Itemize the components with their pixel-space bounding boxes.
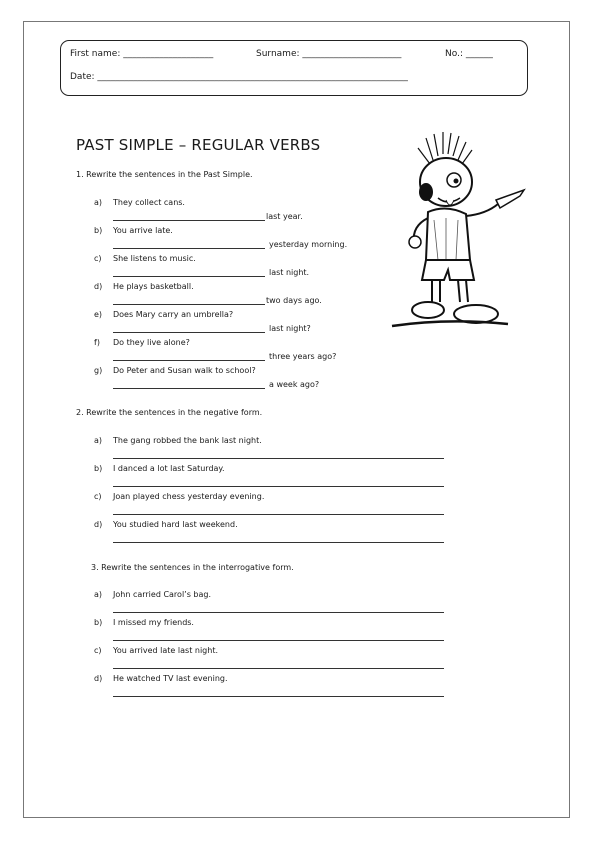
- sentence-suffix: three years ago?: [269, 352, 337, 361]
- answer-line[interactable]: [113, 388, 265, 389]
- item-letter: a): [94, 590, 103, 599]
- sentence: The gang robbed the bank last night.: [113, 436, 262, 445]
- item-letter: d): [94, 282, 103, 291]
- worksheet-title: PAST SIMPLE – REGULAR VERBS: [76, 136, 321, 154]
- answer-line[interactable]: [113, 220, 265, 221]
- sentence: Does Mary carry an umbrella?: [113, 310, 234, 319]
- surname-field[interactable]: Surname: ______________________: [256, 49, 402, 59]
- answer-line[interactable]: [113, 332, 265, 333]
- item-letter: e): [94, 310, 103, 319]
- date-field[interactable]: Date: _____________________________________________________________________: [70, 72, 408, 82]
- sentence: Do Peter and Susan walk to school?: [113, 366, 256, 375]
- sentence: You studied hard last weekend.: [113, 520, 238, 529]
- answer-line[interactable]: [113, 276, 265, 277]
- item-letter: b): [94, 226, 103, 235]
- sentence: He watched TV last evening.: [113, 674, 228, 683]
- first-name-field[interactable]: First name: ____________________: [70, 49, 214, 59]
- item-letter: a): [94, 198, 103, 207]
- sentence: He plays basketball.: [113, 282, 194, 291]
- answer-line[interactable]: [113, 696, 444, 697]
- item-letter: d): [94, 520, 103, 529]
- item-letter: d): [94, 674, 103, 683]
- cartoon-boy-illustration: [388, 130, 528, 330]
- sentence: You arrived late last night.: [113, 646, 218, 655]
- answer-line[interactable]: [113, 640, 444, 641]
- section1-instruction: 1. Rewrite the sentences in the Past Simple.: [76, 170, 253, 179]
- sentence-suffix: last year.: [266, 212, 303, 221]
- answer-line[interactable]: [113, 514, 444, 515]
- sentence: They collect cans.: [113, 198, 185, 207]
- sentence-suffix: two days ago.: [266, 296, 322, 305]
- sentence: John carried Carol’s bag.: [113, 590, 212, 599]
- number-field[interactable]: No.: ______: [445, 49, 493, 59]
- item-letter: b): [94, 618, 103, 627]
- sentence: You arrive late.: [113, 226, 173, 235]
- answer-line[interactable]: [113, 304, 265, 305]
- sentence-suffix: yesterday morning.: [269, 240, 348, 249]
- section3-instruction: 3. Rewrite the sentences in the interrogative form.: [91, 563, 294, 572]
- answer-line[interactable]: [113, 542, 444, 543]
- sentence: Do they live alone?: [113, 338, 190, 347]
- item-letter: f): [94, 338, 100, 347]
- answer-line[interactable]: [113, 360, 265, 361]
- answer-line[interactable]: [113, 458, 444, 459]
- answer-line[interactable]: [113, 248, 265, 249]
- item-letter: c): [94, 646, 102, 655]
- answer-line[interactable]: [113, 486, 444, 487]
- sentence: I missed my friends.: [113, 618, 194, 627]
- sentence: She listens to music.: [113, 254, 196, 263]
- answer-line[interactable]: [113, 668, 444, 669]
- item-letter: g): [94, 366, 103, 375]
- sentence: I danced a lot last Saturday.: [113, 464, 225, 473]
- sentence: Joan played chess yesterday evening.: [113, 492, 265, 501]
- section2-instruction: 2. Rewrite the sentences in the negative form.: [76, 408, 263, 417]
- sentence-suffix: a week ago?: [269, 380, 320, 389]
- item-letter: a): [94, 436, 103, 445]
- item-letter: b): [94, 464, 103, 473]
- sentence-suffix: last night?: [269, 324, 311, 333]
- item-letter: c): [94, 254, 102, 263]
- answer-line[interactable]: [113, 612, 444, 613]
- sentence-suffix: last night.: [269, 268, 310, 277]
- item-letter: c): [94, 492, 102, 501]
